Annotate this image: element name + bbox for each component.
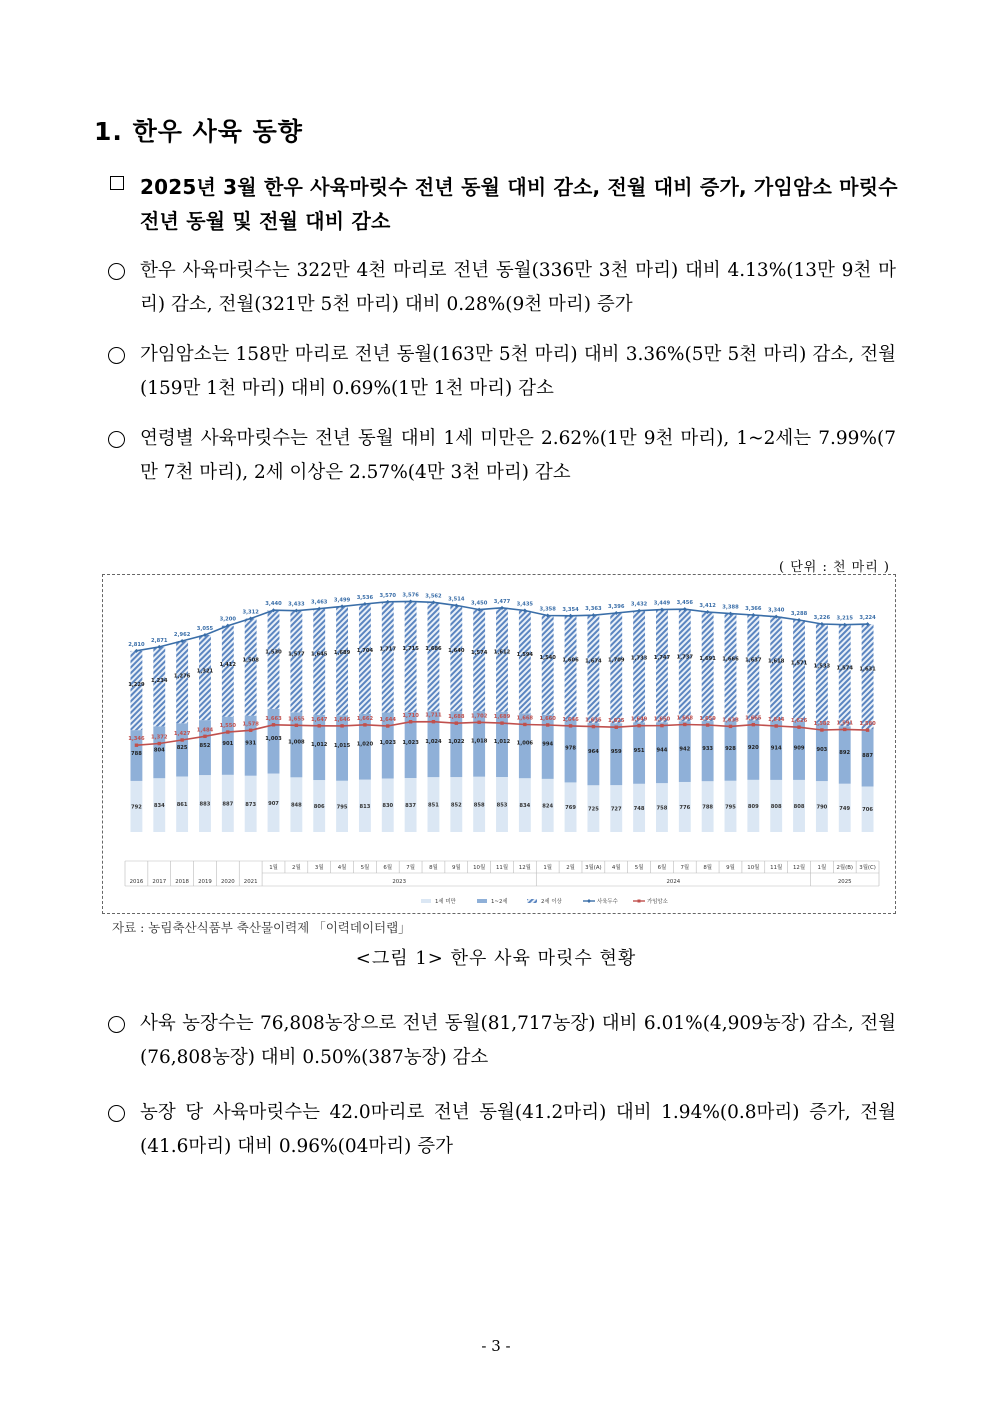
legend-swatch [477, 899, 487, 903]
data-label-over-2yr: 1,571 [790, 660, 808, 667]
total-heads-label: 3,224 [859, 615, 876, 622]
checkbox-square-icon [110, 176, 124, 190]
page-number: - 3 - [481, 1337, 511, 1355]
total-heads-label: 3,562 [425, 593, 442, 600]
legend-label: 1세 미만 [435, 899, 456, 905]
category-tick-label: 6월 [657, 865, 667, 871]
data-label-1to2yr: 978 [565, 745, 576, 752]
bar-over-2yr [816, 624, 828, 723]
breeding-cows-label: 1,660 [539, 715, 556, 722]
data-label-1to2yr: 1,012 [311, 742, 328, 749]
total-heads-label: 3,449 [653, 600, 671, 607]
breeding-cows-label: 1,665 [745, 715, 762, 722]
breeding-cows-point [820, 728, 823, 731]
breeding-cows-point [455, 721, 458, 724]
bar-over-2yr [725, 613, 737, 720]
breeding-cows-label: 1,582 [813, 721, 831, 728]
data-label-over-2yr: 1,689 [333, 650, 351, 657]
bar-over-2yr [359, 604, 371, 714]
data-label-under-1yr: 809 [747, 803, 759, 810]
data-label-1to2yr: 994 [542, 741, 554, 748]
total-heads-label: 3,463 [311, 599, 328, 606]
data-label-under-1yr: 806 [313, 804, 325, 811]
data-label-under-1yr: 858 [473, 802, 485, 809]
circle-bullet-icon [108, 347, 125, 364]
source-note: 자료 : 농림축산식품부 축산물이력제 「이력데이터랩」 [112, 920, 411, 935]
data-label-1to2yr: 964 [587, 749, 599, 756]
breeding-cows-point [569, 724, 572, 727]
bar-over-2yr [702, 612, 714, 721]
breeding-cows-point [226, 730, 229, 733]
data-label-under-1yr: 834 [519, 803, 531, 810]
legend-label: 1~2세 [491, 899, 508, 905]
bar-over-2yr [656, 610, 668, 723]
unit-label: ( 단위 : 천 마리 ) [779, 560, 890, 575]
total-heads-label: 3,200 [219, 616, 237, 623]
data-label-over-2yr: 1,666 [722, 656, 739, 663]
total-heads-label: 3,514 [448, 596, 465, 603]
breeding-cows-point [523, 723, 526, 726]
breeding-cows-label: 1,578 [242, 721, 259, 728]
category-tick-label: 7월 [406, 865, 415, 871]
data-label-under-1yr: 748 [633, 805, 645, 812]
bullet-paragraph: 사육 농장수는 76,808농장으로 전년 동월(81,717농장) 대비 6.01%(4,909농장) 감소, 전월(76,808농장) 대비 0.50%(387농장) 감소 [140, 1013, 896, 1068]
category-tick-label: 12월 [792, 865, 806, 871]
data-label-1to2yr: 914 [770, 745, 782, 752]
breeding-cows-label: 1,710 [402, 712, 419, 719]
breeding-cows-label: 1,646 [333, 716, 351, 723]
data-label-over-2yr: 1,229 [128, 682, 145, 689]
category-tick-label: 2019 [198, 879, 212, 885]
circle-bullet-icon [108, 1016, 125, 1033]
data-label-under-1yr: 808 [770, 803, 782, 810]
data-label-1to2yr: 951 [633, 748, 645, 755]
data-label-over-2yr: 1,574 [836, 665, 853, 672]
breeding-cows-label: 1,668 [676, 715, 693, 722]
category-tick-label: 12월 [518, 865, 531, 871]
category-tick-label: 2월 [292, 865, 301, 871]
data-label-1to2yr: 825 [176, 745, 188, 752]
breeding-cows-point [295, 724, 298, 727]
category-tick-label: 11월 [495, 865, 509, 871]
total-heads-label: 2,871 [151, 637, 168, 644]
category-tick-label: 2016 [129, 879, 144, 885]
breeding-cows-point [363, 723, 366, 726]
data-label-1to2yr: 852 [199, 742, 211, 749]
breeding-cows-point [752, 723, 755, 726]
data-label-1to2yr: 901 [222, 740, 234, 747]
data-label-1to2yr: 931 [245, 740, 257, 747]
data-label-under-1yr: 907 [268, 800, 279, 807]
bar-over-2yr [473, 610, 485, 711]
breeding-cows-label: 1,650 [653, 716, 671, 723]
data-label-under-1yr: 795 [725, 804, 736, 811]
breeding-cows-point [500, 721, 503, 724]
total-heads-label: 3,576 [402, 592, 419, 599]
data-label-over-2yr: 1,709 [608, 657, 625, 664]
category-tick-label: 8월 [429, 865, 438, 871]
data-label-1to2yr: 788 [131, 750, 142, 757]
category-tick-label: 4월 [611, 865, 621, 871]
total-heads-label: 3,363 [585, 606, 602, 613]
category-tick-label: 1월 [817, 865, 827, 871]
data-label-1to2yr: 1,020 [356, 741, 374, 748]
bar-over-2yr [336, 606, 348, 715]
data-label-1to2yr: 959 [610, 749, 622, 756]
data-label-over-2yr: 1,612 [493, 649, 511, 656]
total-heads-label: 3,226 [813, 615, 831, 622]
total-heads-label: 3,499 [333, 597, 351, 604]
data-label-1to2yr: 1,024 [425, 738, 442, 745]
year-group-label: 2023 [392, 879, 407, 885]
breeding-cows-label: 1,659 [699, 716, 716, 723]
total-heads-label: 3,433 [288, 601, 305, 608]
data-label-over-2yr: 1,530 [265, 649, 282, 656]
breeding-cows-label: 1,688 [448, 714, 465, 721]
breeding-cows-label: 1,644 [767, 717, 785, 724]
total-heads-label: 3,215 [836, 615, 853, 622]
category-tick-label: 10월 [747, 865, 760, 871]
category-tick-label: 3월 [314, 865, 324, 871]
breeding-cows-label: 1,550 [219, 723, 237, 730]
breeding-cows-label: 1,647 [311, 716, 328, 723]
bar-over-2yr [290, 611, 302, 713]
category-tick-label: 11월 [770, 865, 783, 871]
bar-over-2yr [679, 609, 691, 721]
breeding-cows-label: 1,646 [562, 716, 579, 723]
total-heads-label: 2,962 [173, 632, 191, 639]
category-tick-label: 8월 [703, 865, 712, 871]
breeding-cows-point [249, 729, 252, 732]
total-heads-label: 3,432 [630, 601, 648, 608]
breeding-cows-point [683, 723, 686, 726]
data-label-1to2yr: 944 [656, 747, 668, 754]
total-heads-label: 3,456 [676, 600, 693, 607]
data-label-over-2yr: 1,577 [288, 651, 305, 658]
legend-label: 가임암소 [647, 899, 668, 905]
bullet-paragraph: 연령별 사육마릿수는 전년 동월 대비 1세 미만은 2.62%(1만 9천 마리), 1~2세는 7.99%(7만 7천 마리), 2세 이상은 2.57%(4만 3천 마리) 감소 [140, 428, 896, 483]
bar-over-2yr [633, 611, 645, 723]
breeding-cows-point [774, 724, 777, 727]
bar-over-2yr [199, 635, 211, 720]
chart-frame [102, 574, 896, 914]
data-label-under-1yr: 706 [862, 807, 873, 814]
data-label-over-2yr: 1,276 [173, 673, 191, 680]
bar-over-2yr [862, 624, 874, 729]
data-label-under-1yr: 861 [176, 802, 188, 809]
data-label-under-1yr: 852 [450, 802, 462, 809]
data-label-over-2yr: 1,234 [151, 678, 168, 685]
breeding-cows-point [546, 723, 549, 726]
legend-swatch [638, 900, 641, 903]
total-heads-label: 3,055 [196, 626, 214, 633]
figure-caption: <그림 1> 한우 사육 마릿수 현황 [355, 948, 637, 969]
breeding-cows-label: 1,689 [493, 714, 511, 721]
data-label-1to2yr: 1,023 [402, 739, 419, 746]
breeding-cows-point [340, 724, 343, 727]
breeding-cows-label: 1,427 [173, 730, 191, 737]
data-label-over-2yr: 1,691 [699, 655, 716, 662]
bar-over-2yr [313, 609, 325, 715]
breeding-cows-point [386, 724, 389, 727]
data-label-under-1yr: 848 [290, 802, 302, 809]
data-label-under-1yr: 788 [702, 804, 714, 811]
breeding-cows-point [318, 724, 321, 727]
bar-over-2yr [496, 608, 508, 712]
breeding-cows-point [797, 725, 800, 728]
breeding-cows-label: 1,663 [265, 715, 282, 722]
data-label-under-1yr: 873 [245, 801, 257, 808]
total-heads-label: 3,288 [790, 611, 808, 618]
data-label-1to2yr: 942 [679, 746, 691, 753]
category-tick-label: 9월 [451, 865, 461, 871]
category-tick-label: 2월 [566, 865, 575, 871]
circle-bullet-icon [108, 1105, 125, 1122]
breeding-cows-label: 1,626 [790, 718, 808, 725]
data-label-over-2yr: 1,737 [676, 654, 693, 661]
legend-swatch [421, 899, 431, 903]
data-label-under-1yr: 824 [542, 803, 554, 810]
category-tick-label: 3월(A) [585, 865, 602, 871]
breeding-cows-label: 1,638 [722, 717, 739, 724]
data-label-over-2yr: 1,637 [745, 657, 762, 664]
data-label-over-2yr: 1,508 [242, 657, 259, 664]
data-label-1to2yr: 1,015 [333, 742, 351, 749]
bar-over-2yr [176, 641, 188, 723]
category-tick-label: 5월 [634, 865, 644, 871]
data-label-1to2yr: 887 [862, 753, 873, 760]
bar-over-2yr [793, 620, 805, 721]
breeding-cows-label: 1,644 [379, 717, 396, 724]
data-label-under-1yr: 834 [153, 803, 165, 810]
data-label-under-1yr: 776 [679, 804, 691, 811]
breeding-cows-point [706, 723, 709, 726]
data-label-under-1yr: 758 [656, 805, 668, 812]
data-label-over-2yr: 1,717 [379, 646, 396, 653]
total-heads-label: 3,366 [745, 605, 762, 612]
data-label-over-2yr: 1,594 [516, 651, 534, 658]
bar-over-2yr [130, 651, 142, 730]
total-heads-label: 2,810 [128, 641, 145, 648]
data-label-under-1yr: 887 [222, 801, 234, 808]
data-label-under-1yr: 792 [131, 804, 142, 811]
breeding-cows-point [180, 738, 183, 741]
breeding-cows-label: 1,484 [196, 727, 214, 734]
legend-label: 2세 이상 [541, 899, 562, 905]
total-heads-label: 3,440 [265, 601, 282, 608]
data-label-over-2yr: 1,321 [196, 668, 214, 675]
data-label-under-1yr: 808 [793, 803, 805, 810]
breeding-cows-label: 1,702 [470, 713, 488, 720]
total-heads-label: 3,396 [608, 604, 625, 611]
circle-bullet-icon [108, 263, 125, 280]
breeding-cows-point [158, 742, 161, 745]
category-tick-label: 6월 [383, 865, 393, 871]
data-label-under-1yr: 853 [496, 802, 508, 809]
total-heads-label: 3,450 [470, 600, 488, 607]
breeding-cows-label: 1,635 [585, 717, 602, 724]
year-group-label: 2025 [837, 879, 852, 885]
total-heads-label: 3,435 [516, 601, 534, 608]
data-label-over-2yr: 1,618 [767, 658, 785, 665]
total-heads-label: 3,340 [767, 607, 785, 614]
category-tick-label: 9월 [726, 865, 735, 871]
category-tick-label: 2021 [243, 879, 258, 885]
data-label-1to2yr: 933 [702, 746, 714, 753]
total-heads-label: 3,312 [242, 609, 259, 616]
bullet-paragraph: 농장 당 사육마릿수는 42.0마리로 전년 동월(41.2마리) 대비 1.94%(0.8마리) 증가, 전월(41.6마리) 대비 0.96%(04마리) 증가 [140, 1102, 896, 1157]
data-label-over-2yr: 1,574 [470, 650, 488, 657]
breeding-cows-point [660, 724, 663, 727]
year-group-label: 2024 [666, 879, 681, 885]
breeding-cows-label: 1,346 [128, 736, 145, 743]
total-heads-label: 3,412 [699, 603, 716, 610]
data-label-over-2yr: 1,640 [448, 647, 465, 654]
category-tick-label: 7월 [680, 865, 690, 871]
bullet-paragraph: 가임암소는 158만 마리로 전년 동월(163만 5천 마리) 대비 3.36%(5만 5천 마리) 감소, 전월(159만 1천 마리) 대비 0.69%(1만 1천 마리) 감소 [140, 344, 896, 399]
data-label-under-1yr: 795 [336, 804, 348, 811]
data-label-1to2yr: 928 [725, 745, 736, 752]
breeding-cows-point [272, 723, 275, 726]
data-label-1to2yr: 804 [153, 747, 165, 754]
total-heads-label: 3,354 [562, 606, 579, 613]
livestock-chart [103, 575, 893, 911]
data-label-over-2yr: 1,674 [585, 658, 602, 665]
data-label-1to2yr: 892 [839, 750, 851, 757]
breeding-cows-point [203, 735, 206, 738]
bar-over-2yr [245, 618, 257, 715]
category-tick-label: 2월(B) [836, 865, 854, 871]
data-label-over-2yr: 1,704 [356, 648, 374, 655]
data-label-1to2yr: 1,008 [288, 739, 305, 746]
bar-over-2yr [587, 615, 599, 723]
data-label-over-2yr: 1,733 [630, 655, 648, 662]
breeding-cows-point [432, 720, 435, 723]
breeding-cows-point [615, 726, 618, 729]
breeding-cows-label: 1,655 [288, 716, 305, 723]
category-tick-label: 3월(C) [859, 865, 876, 871]
bar-over-2yr [839, 625, 851, 726]
data-label-under-1yr: 837 [405, 803, 417, 810]
data-label-under-1yr: 727 [610, 806, 622, 813]
data-label-under-1yr: 725 [587, 806, 599, 813]
category-tick-label: 2020 [220, 879, 235, 885]
breeding-cows-point [477, 721, 480, 724]
bar-over-2yr [428, 602, 440, 711]
bar-over-2yr [565, 616, 577, 720]
breeding-cows-point [409, 720, 412, 723]
legend-swatch [527, 899, 537, 903]
breeding-cows-point [637, 724, 640, 727]
total-heads-label: 3,536 [356, 595, 374, 602]
bar-over-2yr [268, 610, 280, 709]
data-label-1to2yr: 1,003 [265, 735, 282, 742]
bar-over-2yr [450, 605, 462, 711]
category-tick-label: 5월 [360, 865, 370, 871]
breeding-cows-point [729, 725, 732, 728]
data-label-1to2yr: 1,022 [448, 738, 465, 745]
breeding-cows-label: 1,649 [630, 716, 648, 723]
category-tick-label: 1월 [543, 865, 553, 871]
total-heads-label: 3,477 [493, 598, 511, 605]
category-tick-label: 2017 [152, 879, 167, 885]
data-label-under-1yr: 830 [382, 803, 394, 810]
data-label-1to2yr: 920 [747, 745, 759, 752]
breeding-cows-point [135, 744, 138, 747]
breeding-cows-label: 1,711 [425, 712, 442, 719]
breeding-cows-point [592, 725, 595, 728]
data-label-over-2yr: 1,686 [425, 646, 442, 653]
data-label-under-1yr: 813 [359, 803, 371, 810]
breeding-cows-label: 1,625 [608, 718, 625, 725]
bullet-paragraph: 한우 사육마릿수는 322만 4천 마리로 전년 동월(336만 3천 마리) 대비 4.13%(13만 9천 마리) 감소, 전월(321만 5천 마리) 대비 0.28%(9천 마리) 증가 [140, 260, 896, 315]
bar-over-2yr [519, 611, 531, 714]
data-label-1to2yr: 1,006 [516, 740, 534, 747]
breeding-cows-label: 1,372 [151, 734, 168, 741]
data-label-over-2yr: 1,540 [539, 655, 556, 662]
total-heads-label: 3,358 [539, 606, 556, 613]
breeding-cows-label: 1,591 [836, 720, 853, 727]
data-label-1to2yr: 903 [816, 747, 828, 754]
data-label-over-2yr: 1,631 [859, 666, 876, 673]
data-label-under-1yr: 769 [565, 805, 576, 812]
data-label-over-2yr: 1,412 [219, 661, 237, 668]
data-label-under-1yr: 749 [839, 805, 851, 812]
data-label-under-1yr: 851 [428, 802, 439, 809]
category-tick-label: 10월 [473, 865, 486, 871]
breeding-cows-label: 1,580 [859, 721, 876, 728]
bar-over-2yr [747, 615, 759, 721]
bar-over-2yr [222, 626, 234, 717]
bar-over-2yr [610, 613, 622, 723]
bar-over-2yr [382, 602, 394, 713]
category-tick-label: 1월 [269, 865, 278, 871]
bar-over-2yr [770, 617, 782, 721]
breeding-cows-label: 1,662 [356, 715, 374, 722]
bar-over-2yr [153, 647, 165, 727]
bar-over-2yr [542, 615, 554, 714]
data-label-1to2yr: 909 [793, 745, 805, 752]
data-label-under-1yr: 790 [816, 804, 828, 811]
category-tick-label: 2018 [175, 879, 189, 885]
bar-over-2yr [405, 602, 417, 713]
legend-swatch [587, 899, 591, 903]
headline: 2025년 3월 한우 사육마릿수 전년 동월 대비 감소, 전월 대비 증가, 가임암소 마릿수 전년 동월 및 전월 대비 감소 [140, 175, 898, 233]
data-label-over-2yr: 1,533 [813, 663, 831, 670]
data-label-over-2yr: 1,715 [402, 645, 419, 652]
data-label-over-2yr: 1,747 [653, 654, 671, 661]
section-title: 1. 한우 사육 동향 [94, 117, 303, 146]
circle-bullet-icon [108, 431, 125, 448]
breeding-cows-label: 1,668 [516, 715, 534, 722]
data-label-1to2yr: 1,023 [379, 740, 396, 747]
total-heads-label: 3,570 [379, 592, 396, 599]
data-label-over-2yr: 1,645 [311, 651, 328, 658]
breeding-cows-point [866, 728, 869, 731]
category-tick-label: 4월 [337, 865, 347, 871]
data-label-under-1yr: 883 [199, 801, 211, 808]
legend-label: 사육두수 [597, 899, 618, 905]
data-label-1to2yr: 1,018 [470, 738, 488, 745]
data-label-over-2yr: 1,606 [562, 657, 579, 664]
breeding-cows-point [843, 728, 846, 731]
data-label-1to2yr: 1,012 [493, 739, 511, 746]
total-heads-label: 3,388 [722, 604, 739, 611]
